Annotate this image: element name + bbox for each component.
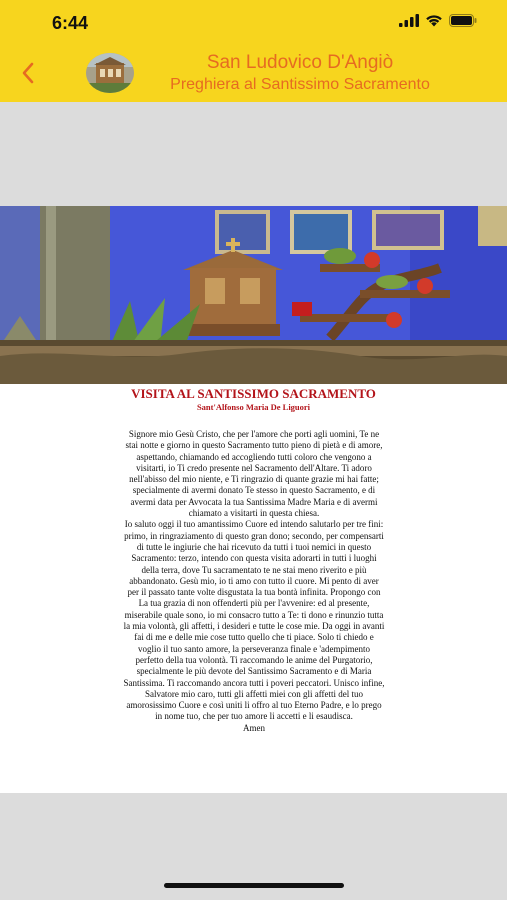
nav-bar <box>0 44 507 102</box>
prayer-title: VISITA AL SANTISSIMO SACRAMENTO <box>131 386 376 401</box>
battery-icon <box>449 14 477 27</box>
altar-photo <box>0 206 507 384</box>
prayer-card <box>0 206 507 793</box>
status-icons <box>399 14 477 27</box>
status-bar <box>0 0 507 44</box>
church-logo <box>86 53 134 93</box>
wifi-icon <box>425 14 443 27</box>
prayer-paragraph: Io saluto oggi il tuo amantissimo Cuore ed intendo salutarlo per tre fini: primo, in ringraziamento di questo gran dono; secondo, per compensarti di tutte le ingiurie che hai ricevuto da tutti i tuoi nemici in questo Sacramento: terzo, intendo con questa visita adorarti in tutti i luoghi della terra, dove Tu sacramentato te ne stai meno riverito e più abbandonato. Gesù mio, io ti amo con tutto il cuore. Mi pento di aver per il passato tante volte disgustata la tua bontà infinita. Propongo con La tua grazia di non offenderti più per l'avvenire: ed al presente, miserabile quale sono, io mi consacro tutto a Te: ti dono e rinunzio tutta la mia volontà, gli affetti, i desideri e tutte le cose mie. Da oggi in avanti fai di me e delle mie cose tutto quello che ti piace. Solo ti chiedo e voglio il tuo santo amore, la perseveranza finale e 'adempimento perfetto della tua volontà. Ti raccomando le anime del Purgatorio, specialmente le più devote del Santissimo Sacramento e di Maria Santissima. Ti raccomando ancora tutti i poveri peccatori. Unisco infine, Salvatore mio caro, tutti gli affetti miei con gli affetti del tuo amorosissimo Cuore e così uniti li offro al tuo Eterno Padre, e lo prego in nome tuo, che per tuo amore li accetti e li esaudisca. <box>123 519 385 722</box>
status-time: 6:44 <box>52 13 89 33</box>
back-button[interactable] <box>14 56 42 90</box>
prayer-paragraph: Signore mio Gesù Cristo, che per l'amore che porti agli uomini, Te ne stai notte e giorno in questo Sacramento tutto pieno di pietà e di amore, aspettando, chiamando ed accogliendo tutti coloro che vengono a visitarti, io Ti credo presente nel Sacramento dell'Altare. Ti adoro nell'abisso del mio niente, e Ti ringrazio di quante grazie mi hai fatte; specialmente di avermi donato Te stesso in questo Sacramento, e di avermi data per Avvocata la tua Santissima Madre Maria e di avermi chiamato a visitarti in questa chiesa. <box>125 429 383 519</box>
prayer-author: Sant'Alfonso Maria De Liguori <box>196 402 311 412</box>
cellular-signal-icon <box>399 14 419 27</box>
page-subtitle: Preghiera al Santissimo Sacramento <box>170 76 430 93</box>
prayer-amen: Amen <box>243 722 265 733</box>
page-title: San Ludovico D'Angiò <box>206 52 394 73</box>
home-indicator[interactable] <box>164 883 344 888</box>
prayer-text <box>123 429 385 734</box>
chevron-left-icon <box>21 62 35 84</box>
